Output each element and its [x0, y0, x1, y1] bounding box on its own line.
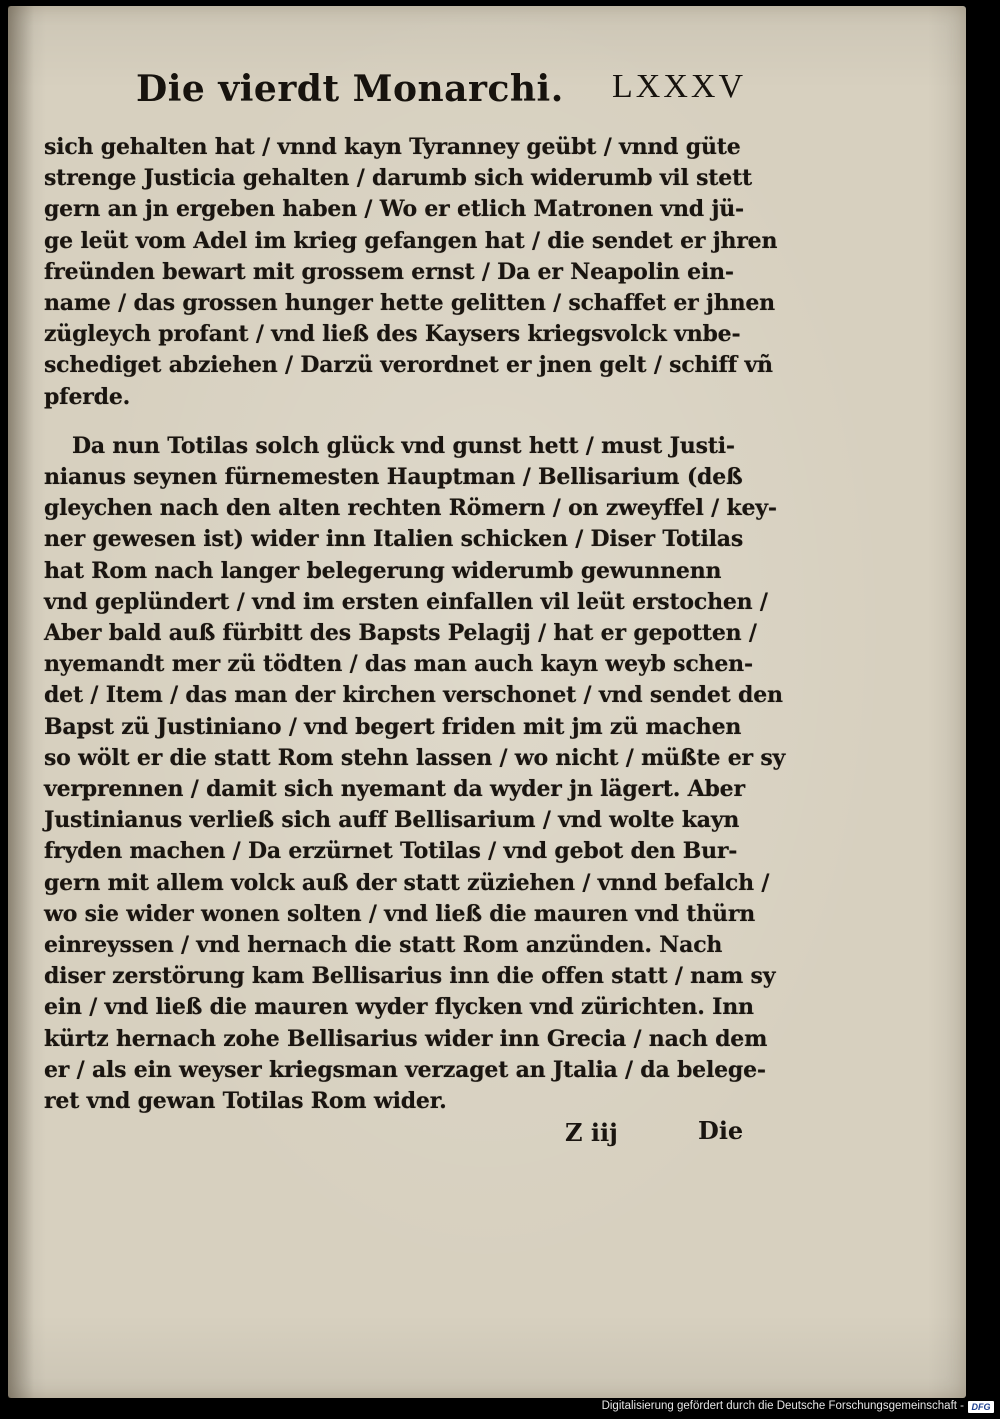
- book-page: [8, 6, 966, 1398]
- text-line: strenge Justicia gehalten / darumb sich widerumb vil stett: [44, 165, 752, 192]
- text-line: pferde.: [44, 383, 131, 410]
- text-line: ein / vnd ließ die mauren wyder flycken vnd zürichten. Inn: [44, 994, 754, 1021]
- catchword: Die: [698, 1116, 744, 1145]
- text-line: Aber bald auß fürbitt des Bapsts Pelagij / hat er gepotten /: [44, 620, 757, 646]
- running-title: Die vierdt Monarchi.: [136, 68, 564, 110]
- text-line: Bapst zü Justiniano / vnd begert friden mit jm zü machen: [44, 713, 742, 740]
- text-line: sich gehalten hat / vnnd kayn Tyranney geübt / vnnd güte: [44, 134, 741, 160]
- text-line: det / Item / das man der kirchen verschonet / vnd sendet den: [44, 682, 783, 709]
- text-line: vnd geplündert / vnd im ersten einfallen vil leüt erstochen /: [44, 588, 768, 615]
- text-line: gleychen nach den alten rechten Römern / on zweyffel / key-: [44, 495, 777, 522]
- text-line: wo sie wider wonen solten / vnd ließ die mauren vnd thürn: [44, 900, 756, 927]
- text-line: schediget abziehen / Darzü verordnet er jnen gelt / schiff vñ: [44, 352, 773, 379]
- signature-mark: Z iij: [565, 1118, 618, 1147]
- text-line: ner gewesen ist) wider inn Italien schicken / Diser Totilas: [44, 526, 743, 553]
- page-gutter-shadow: [8, 6, 34, 1398]
- text-line: nianus seynen fürnemesten Hauptman / Bellisarium (deß: [44, 464, 743, 490]
- text-line: so wölt er die statt Rom stehn lassen / wo nicht / müßte er sy: [44, 744, 786, 771]
- text-line: ge leüt vom Adel im krieg gefangen hat / die sendet er jhren: [44, 227, 778, 254]
- digitization-credit: Digitalisierung gefördert durch die Deutsche Forschungsgemeinschaft -: [601, 1400, 964, 1412]
- page-header: [136, 68, 746, 118]
- text-line: er / als ein weyser kriegsman verzaget an Jtalia / da belege-: [44, 1056, 766, 1083]
- text-line: zügleych profant / vnd ließ des Kaysers kriegsvolck vnbe-: [44, 321, 741, 348]
- text-line: verprennen / damit sich nyemant da wyder jn lägert. Aber: [44, 776, 745, 802]
- text-line: nyemandt mer zü tödten / das man auch kayn weyb schen-: [44, 651, 753, 678]
- text-line: name / das grossen hunger hette gelitten / schaffet er jhnen: [44, 290, 775, 316]
- dfg-logo: DFG: [968, 1401, 994, 1413]
- text-line: hat Rom nach langer belegerung widerumb gewunnenn: [44, 557, 722, 584]
- text-line: gern mit allem volck auß der statt züziehen / vnnd befalch /: [44, 869, 770, 896]
- text-line: kürtz hernach zohe Bellisarius wider inn Grecia / nach dem: [44, 1025, 768, 1052]
- text-line: Da nun Totilas solch glück vnd gunst hett / must Justi-: [72, 432, 735, 459]
- text-line: gern an jn ergeben haben / Wo er etlich Matronen vnd jü-: [44, 196, 744, 223]
- folio-number: LXXXV: [612, 68, 746, 105]
- credit-bar: [0, 1398, 1000, 1419]
- text-line: einreyssen / vnd hernach die statt Rom anzünden. Nach: [44, 932, 723, 958]
- text-line: Justinianus verließ sich auff Bellisarium / vnd wolte kayn: [44, 807, 740, 834]
- text-line: diser zerstörung kam Bellisarius inn die offen statt / nam sy: [44, 963, 776, 990]
- text-line: freünden bewart mit grossem ernst / Da er Neapolin ein-: [44, 258, 734, 285]
- text-line: fryden machen / Da erzürnet Totilas / vnd gebot den Bur-: [44, 838, 738, 865]
- text-line: ret vnd gewan Totilas Rom wider.: [44, 1088, 447, 1114]
